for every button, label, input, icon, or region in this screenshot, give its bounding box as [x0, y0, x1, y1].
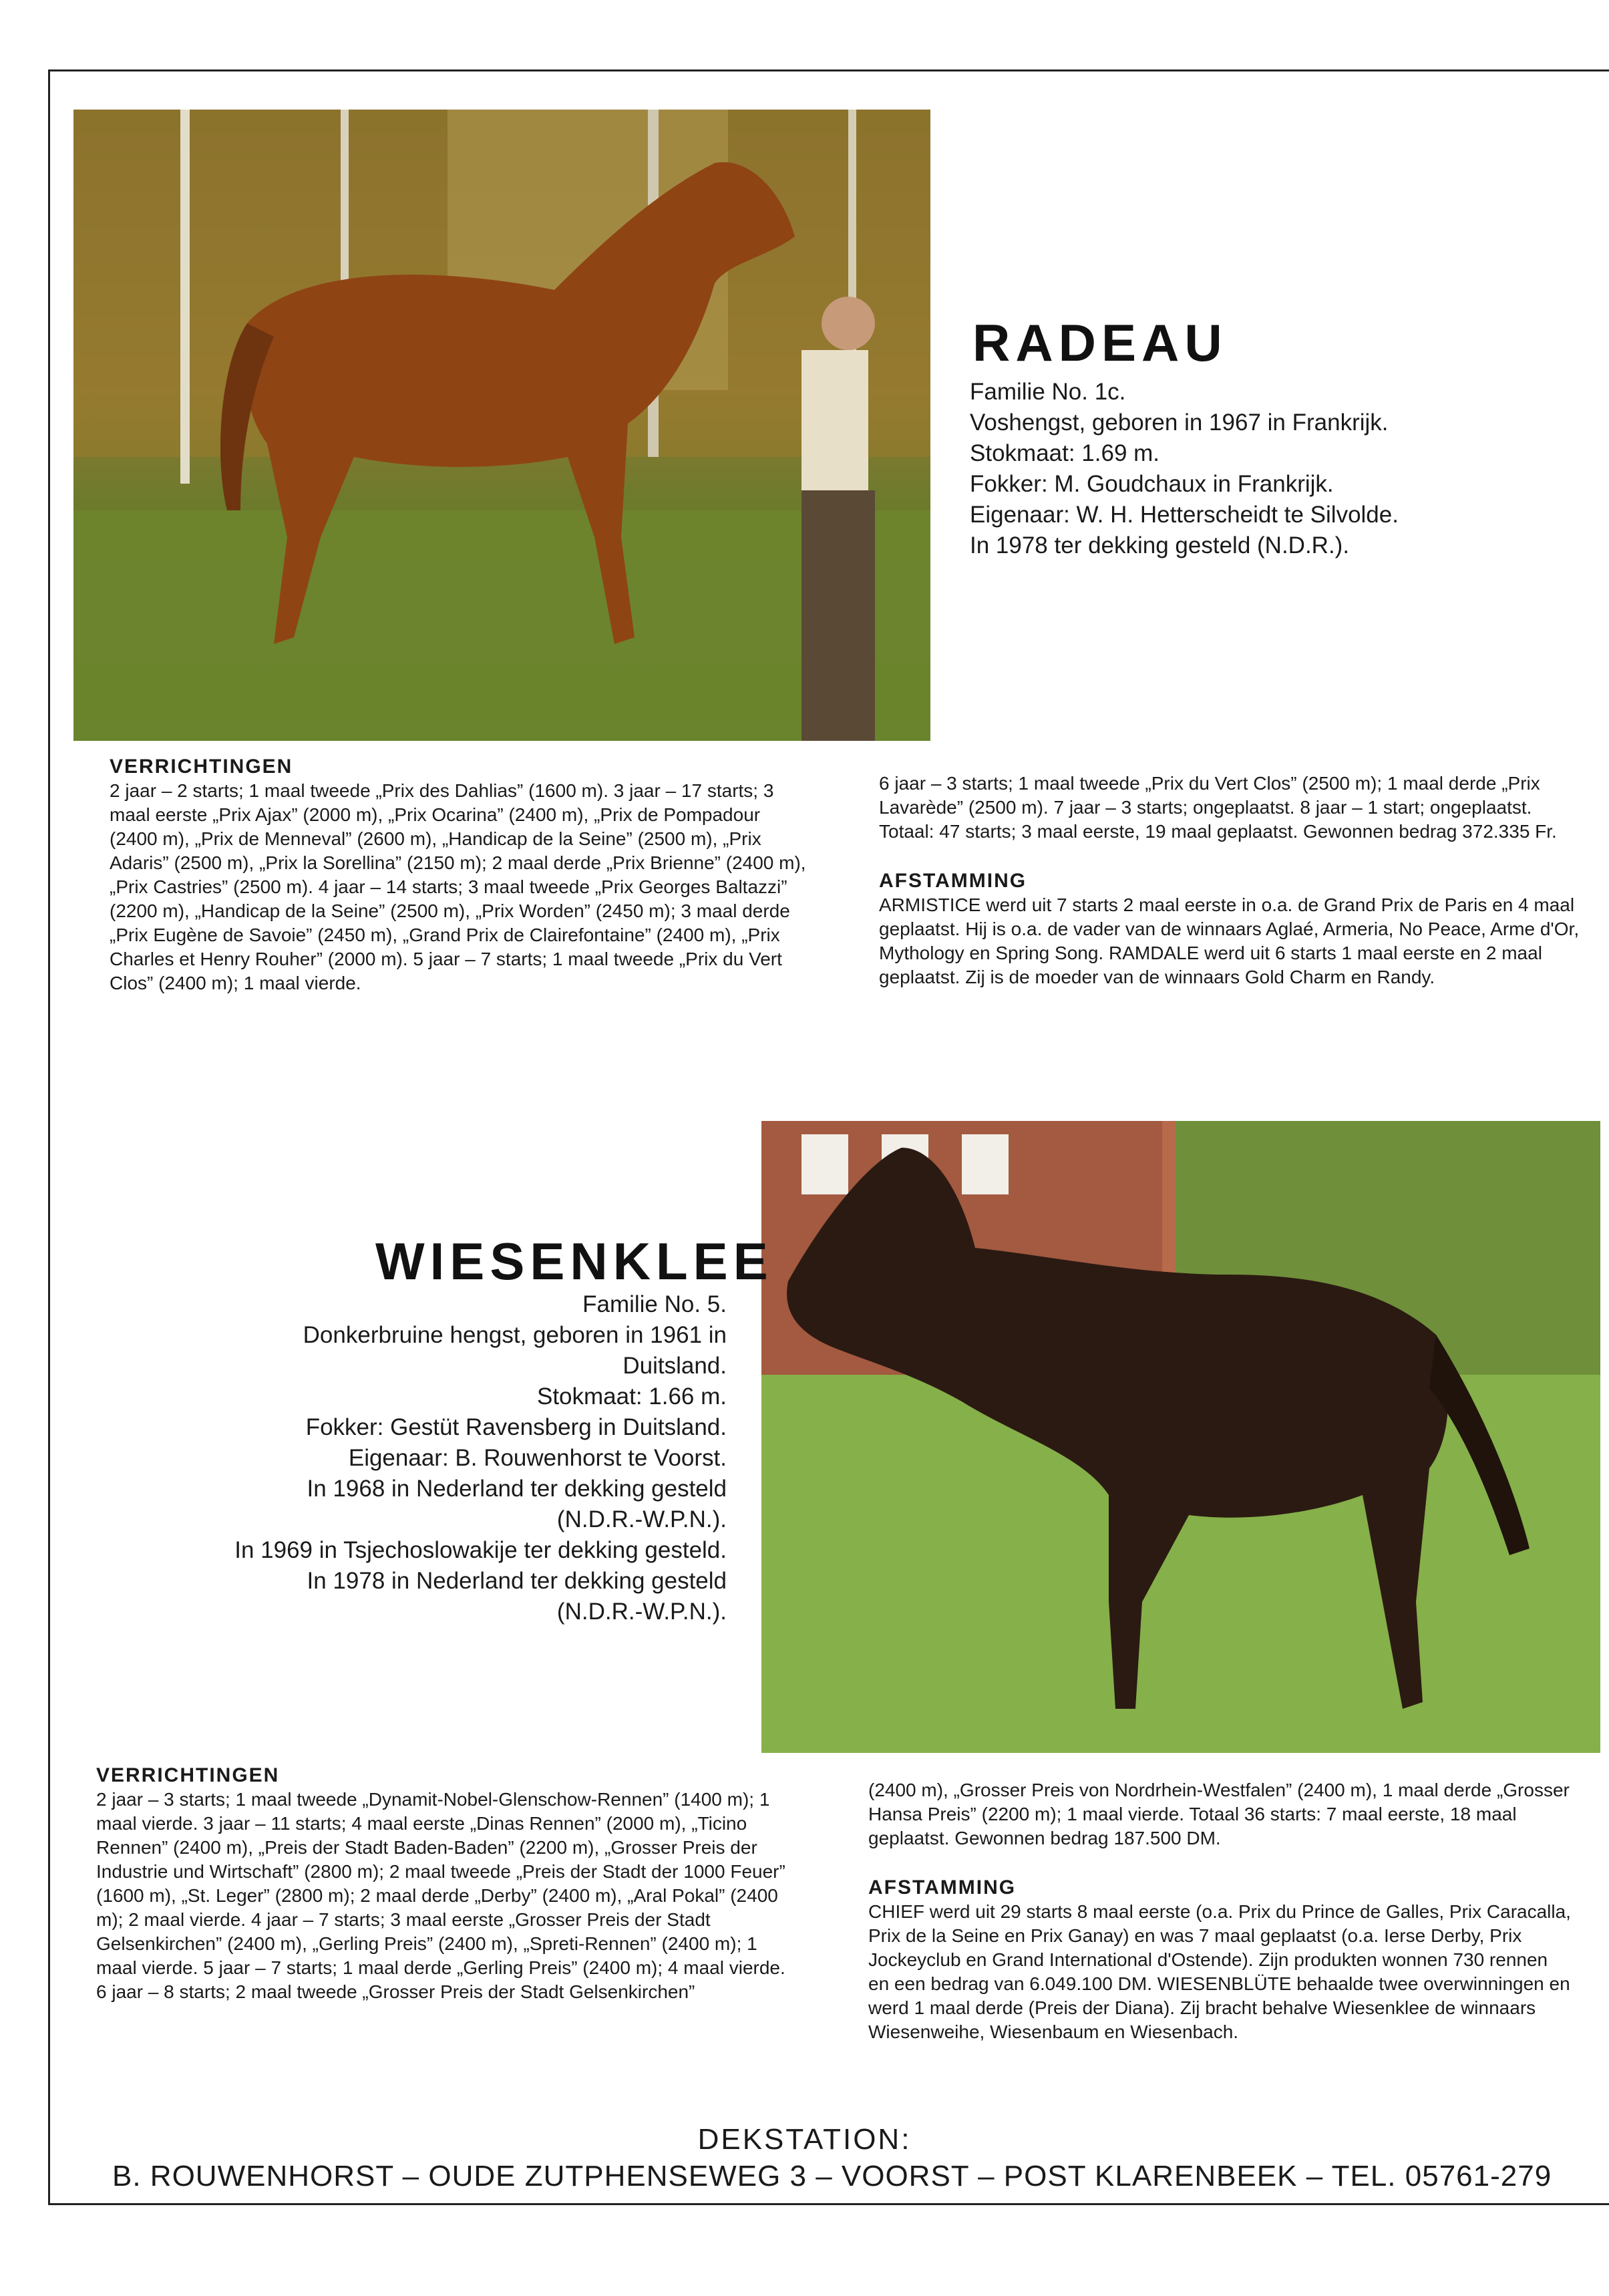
radeau-performance-text: 2 jaar – 2 starts; 1 maal tweede „Prix des Dahlias” (1600 m). 3 jaar – 17 starts; 3 maal eerste „Prix Ajax” (2000 m), „Prix Ocarina” (2400 m), „Prix de Pompadour (2400 m), „Prix de Menneval” (2600 m), „Handicap de la Seine” (2500 m), „Prix Adaris” (2500 m), „Prix la Sorellina” (2150 m); 2 maal derde „Prix Brienne” (2400 m), „Prix Castries” (2500 m). 4 jaar – 14 starts; 3 maal tweede „Prix Georges Baltazzi” (2200 m), „Handicap de la Seine” (2500 m), „Prix Worden” (2450 m); 3 maal derde „Prix Eugène de Savoie” (2450 m), „Grand Prix de Clairefontaine” (2400 m), „Prix Charles et Henry Rouher” (2000 m). 5 jaar – 7 starts; 1 maal tweede „Prix du Vert Clos” (2400 m); 1 maal vierde.: [110, 780, 806, 993]
radeau-performance-left: [110, 755, 811, 995]
wiesenklee-fact: Fokker: Gestüt Ravensberg in Duitsland.: [305, 1414, 727, 1440]
wiesenklee-lineage-heading: AFSTAMMING: [868, 1876, 1017, 1899]
radeau-fact: In 1978 ter dekking gesteld (N.D.R.).: [970, 532, 1350, 558]
wiesenklee-right-column: [868, 1778, 1572, 2044]
radeau-fact: Familie No. 1c.: [970, 379, 1126, 405]
wiesenklee-performance-heading: VERRICHTINGEN: [96, 1764, 280, 1786]
wiesenklee-fact: Stokmaat: 1.66 m.: [536, 1383, 727, 1410]
wiesenklee-lineage-text: CHIEF werd uit 29 starts 8 maal eerste (o.a. Prix du Prince de Galles, Prix Caracalla, Prix de la Seine en Prix Ganay) en was 7 maal geplaatst (o.a. Ierse Derby, Prix Jockeyclub en Grand International d'Ostende). Zijn produkten wonnen 730 rennen en een bedrag van 6.049.100 DM. WIESENBLÜTE behaalde twee overwinningen en werd 1 maal derde (Preis der Diana). Zij bracht behalve Wiesenklee de winnaars Wiesenweihe, Wiesenbaum en Wiesenbach.: [868, 1901, 1571, 2042]
radeau-photo: [73, 110, 930, 741]
radeau-facts: [970, 377, 1399, 561]
wiesenklee-performance-left: [96, 1764, 797, 2004]
radeau-name: RADEAU: [972, 313, 1228, 372]
radeau-lineage-text: ARMISTICE werd uit 7 starts 2 maal eerste in o.a. de Grand Prix de Paris en 4 maal geplaatst. Hij is o.a. de vader van de winnaars Aglaé, Armeria, No Peace, Arme d'Or, Mythology en Spring Song. RAMDALE werd uit 6 starts 1 maal eerste en 2 maal geplaatst. Zij is de moeder van de winnaars Gold Charm en Randy.: [879, 894, 1580, 987]
wiesenklee-fact: In 1968 in Nederland ter dekking gesteld: [307, 1476, 727, 1502]
radeau-fact: Stokmaat: 1.69 m.: [970, 440, 1160, 466]
radeau-lineage-heading: AFSTAMMING: [879, 870, 1027, 892]
footer-label: DEKSTATION:: [697, 2123, 912, 2156]
wiesenklee-name: WIESENKLEE: [375, 1232, 773, 1291]
wiesenklee-fact: (N.D.R.-W.P.N.).: [556, 1599, 727, 1625]
wiesenklee-fact: (N.D.R.-W.P.N.).: [556, 1506, 727, 1532]
wiesenklee-fact: Donkerbruine hengst, geboren in 1961 in: [303, 1322, 727, 1348]
wiesenklee-performance-text: 2 jaar – 3 starts; 1 maal tweede „Dynamit-Nobel-Glenschow-Rennen” (1400 m); 1 maal vierde. 3 jaar – 11 starts; 4 maal eerste „Dinas Rennen” (2000 m), „Ticino Rennen” (2400 m), „Preis der Stadt Baden-Baden” (2200 m), „Grosser Preis der Industrie und Wirtschaft” (2800 m); 2 maal tweede „Preis der Stadt der 1000 Feuer” (1600 m), „St. Leger” (2800 m); 2 maal derde „Derby” (2400 m), „Aral Pokal” (2400 m); 2 maal vierde. 4 jaar – 7 starts; 3 maal eerste „Grosser Preis der Stadt Gelsenkirchen” (2400 m), „Gerling Preis” (2400 m), „Spreti-Rennen” (2400 m); 1 maal vierde. 5 jaar – 7 starts; 1 maal derde „Gerling Preis” (2400 m); 4 maal vierde. 6 jaar – 8 starts; 2 maal tweede „Grosser Preis der Stadt Gelsenkirchen”: [96, 1789, 785, 2002]
radeau-performance-continued: 6 jaar – 3 starts; 1 maal tweede „Prix du Vert Clos” (2500 m); 1 maal derde „Prix Lavarède” (2500 m). 7 jaar – 3 starts; ongeplaatst. 8 jaar – 1 start; ongeplaatst. Totaal: 47 starts; 3 maal eerste, 19 maal geplaatst. Gewonnen bedrag 372.335 Fr.: [879, 773, 1557, 842]
wiesenklee-fact: In 1969 in Tsjechoslowakije ter dekking gesteld.: [234, 1537, 727, 1563]
radeau-right-column: [879, 772, 1583, 989]
wiesenklee-fact: Familie No. 5.: [582, 1291, 727, 1317]
wiesenklee-performance-continued: (2400 m), „Grosser Preis von Nordrhein-Westfalen” (2400 m), 1 maal derde „Grosser Hansa Preis” (2200 m); 1 maal vierde. Totaal 36 starts: 7 maal eerste, 18 maal geplaatst. Gewonnen bedrag 187.500 DM.: [868, 1780, 1570, 1848]
radeau-fact: Fokker: M. Goudchaux in Frankrijk.: [970, 471, 1334, 497]
footer-address: B. ROUWENHORST – OUDE ZUTPHENSEWEG 3 – VOORST – POST KLARENBEEK – TEL. 05761-279: [112, 2160, 1552, 2192]
wiesenklee-facts: [200, 1289, 727, 1627]
wiesenklee-photo: [761, 1121, 1600, 1753]
wiesenklee-fact: Duitsland.: [622, 1353, 727, 1379]
wiesenklee-fact: Eigenaar: B. Rouwenhorst te Voorst.: [348, 1445, 727, 1471]
radeau-fact: Eigenaar: W. H. Hetterscheidt te Silvolde.: [970, 502, 1399, 528]
wiesenklee-fact: In 1978 in Nederland ter dekking gesteld: [307, 1568, 727, 1594]
radeau-fact: Voshengst, geboren in 1967 in Frankrijk.: [970, 409, 1389, 436]
radeau-performance-heading: VERRICHTINGEN: [110, 756, 293, 778]
